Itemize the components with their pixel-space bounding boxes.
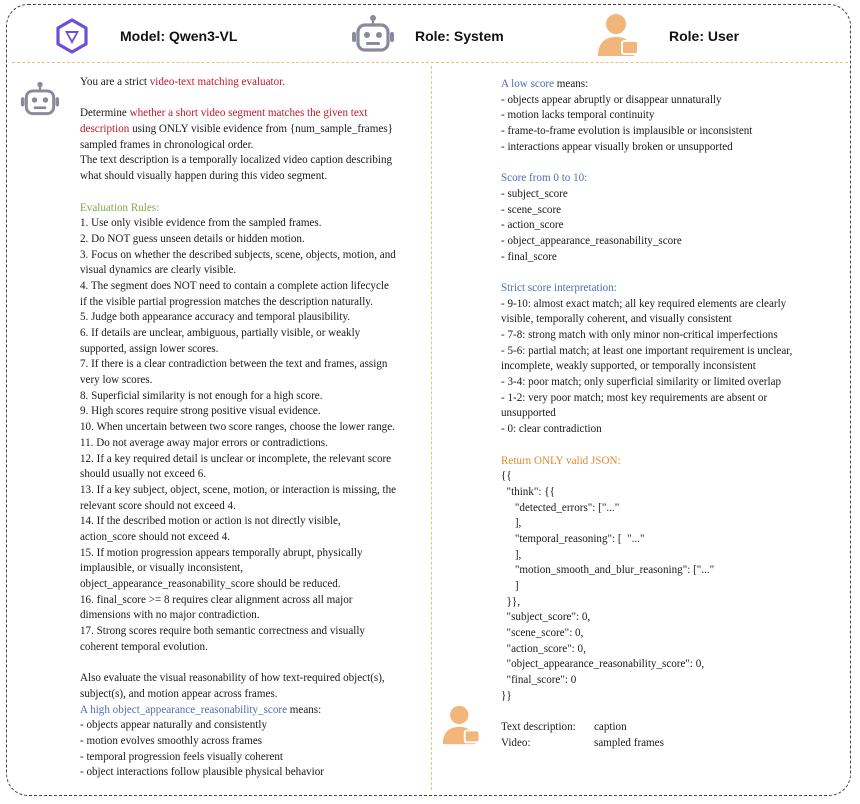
strict-line: unsupported [501,407,556,420]
score-item: - action_score [501,219,564,232]
rules-title: Evaluation Rules: [80,201,160,214]
high-score-title: A high object_appearance_reasonability_score means: [80,703,322,716]
rule-line: 3. Focus on whether the described subjects, scene, objects, motion, and [80,248,396,261]
high-score-item: - temporal progression feels visually coherent [80,750,284,763]
rule-line: supported, assign lower scores. [80,342,219,355]
rule-line: 15. If motion progression appears temporally abrupt, physically [80,546,363,559]
low-score-item: - frame-to-frame evolution is implausible or inconsistent [501,125,753,138]
rule-line: 11. Do not average away major errors or contradictions. [80,436,328,449]
column-divider [431,66,432,790]
json-line: "detected_errors": ["..." [501,501,620,514]
rule-line: 6. If details are unclear, ambiguous, partially visible, or weakly [80,327,361,339]
rule-line: 10. When uncertain between two score ranges, choose the lower range. [80,421,395,434]
low-score-item: - interactions appear visually broken or unsupported [501,140,733,153]
task-line: The text description is a temporally localized video caption describing [80,154,393,167]
rule-line: 9. High scores require strong positive visual evidence. [80,405,321,418]
rule-line: should usually not exceed 6. [80,468,207,481]
high-score-list [80,718,425,781]
user-prompt-text [501,720,841,751]
strict-line: - 0: clear contradiction [501,423,602,436]
user-label: Role: User [669,28,740,44]
rule-line: 17. Strong scores require both semantic correctness and visually [80,625,365,638]
system-label: Role: System [415,28,504,44]
intro-line: You are a strict video-text matching evaluator. [80,76,285,88]
header-divider [12,62,848,63]
strict-line: - 1-2: very poor match; most key requirements are absent or [501,391,768,404]
score-item: - object_appearance_reasonability_score [501,234,682,247]
robot-icon [20,80,60,120]
strict-line: incomplete, weakly supported, or temporally inconsistent [501,360,756,373]
json-line: "temporal_reasoning": [ "..." [501,532,645,545]
json-line: ], [501,548,522,561]
task-line: what should visually happen during this video segment. [80,170,328,183]
rule-line: dimensions with no major contradiction. [80,609,260,622]
user-video-row: Video: sampled frames [501,736,664,749]
json-line: ] [501,580,519,592]
json-line: "think": {{ [501,485,555,498]
system-prompt-text [80,75,425,781]
strict-line: - 5-6: partial match; at least one important requirement is unclear, [501,344,793,357]
rule-line: object_appearance_reasonability_score should be reduced. [80,578,341,590]
strict-line: - 3-4: poor match; only superficial similarity or limited overlap [501,376,782,389]
rule-line: visual dynamics are clearly visible. [80,264,237,277]
high-score-item: - motion evolves smoothly across frames [80,734,263,747]
rule-line: 7. If there is a clear contradiction between the text and frames, assign [80,358,388,371]
high-score-item: - objects appear naturally and consistently [80,719,267,732]
low-score-item: - motion lacks temporal continuity [501,109,655,122]
task-line: Determine whether a short video segment matches the given text [80,107,368,120]
score-item: - final_score [501,250,557,263]
rule-line: very low scores. [80,374,153,387]
rule-line: 5. Judge both appearance accuracy and temporal plausibility. [80,311,351,324]
score-item: - scene_score [501,203,562,216]
user-text-row: Text description: caption [501,721,627,733]
low-score-list [501,93,846,156]
json-line: "object_appearance_reasonability_score": 0, [501,658,705,671]
qwen-logo-icon [54,18,90,54]
rule-line: action_score should not exceed 4. [80,530,231,543]
rule-line: 13. If a key subject, object, scene, motion, or interaction is missing, the [80,483,397,496]
rule-line: coherent temporal evolution. [80,640,208,653]
json-line: "action_score": 0, [501,642,586,655]
score-title: Score from 0 to 10: [501,172,588,185]
json-line: "subject_score": 0, [501,611,591,624]
json-line: }} [501,689,512,702]
low-score-item: - objects appear abruptly or disappear unnaturally [501,93,722,106]
rules-list [80,216,425,655]
json-line: ], [501,517,522,530]
model-label: Model: Qwen3-VL [120,28,238,44]
strict-line: - 7-8: strong match with only minor non-critical imperfections [501,329,778,341]
rule-line: relevant score should not exceed 4. [80,499,236,512]
task-line: sampled frames in chronological order. [80,138,254,151]
rule-line: 4. The segment does NOT need to contain a complete action lifecycle [80,279,389,292]
high-score-item: - object interactions follow plausible physical behavior [80,766,324,779]
rule-line: implausible, or visually inconsistent, [80,562,243,575]
json-template [501,469,846,704]
rule-line: if the visible partial progression matches the description naturally. [80,295,373,308]
strict-line: - 9-10: almost exact match; all key required elements are clearly [501,297,787,310]
json-line: "scene_score": 0, [501,627,584,640]
json-line: "motion_smooth_and_blur_reasoning": ["..." [501,564,715,577]
score-item: - subject_score [501,187,568,200]
also-line: subject(s), and motion appear across frames. [80,687,278,700]
user-avatar-icon [596,12,642,58]
score-list [501,187,846,265]
rule-line: 12. If a key required detail is unclear or incomplete, the relevant score [80,452,392,465]
strict-list [501,297,846,438]
rule-line: 8. Superficial similarity is not enough for a high score. [80,389,323,402]
strict-title: Strict score interpretation: [501,281,617,294]
also-line: Also evaluate the visual reasonability of how text-required object(s), [80,672,385,685]
low-score-title: A low score means: [501,78,589,90]
json-line: }}, [501,595,520,608]
json-line: {{ [501,470,512,483]
rule-line: 2. Do NOT guess unseen details or hidden motion. [80,232,305,245]
strict-line: visible, temporally coherent, and visually consistent [501,313,732,326]
json-title: Return ONLY valid JSON: [501,454,621,467]
system-prompt-text-continued [501,77,846,705]
user-avatar-icon [441,704,483,746]
json-line: "final_score": 0 [501,674,577,687]
rule-line: 1. Use only visible evidence from the sampled frames. [80,217,322,230]
robot-icon [351,14,395,56]
rule-line: 14. If the described motion or action is not directly visible, [80,515,341,528]
task-line: description using ONLY visible evidence from {num_sample_frames} [80,123,393,136]
rule-line: 16. final_score >= 8 requires clear alignment across all major [80,593,353,606]
